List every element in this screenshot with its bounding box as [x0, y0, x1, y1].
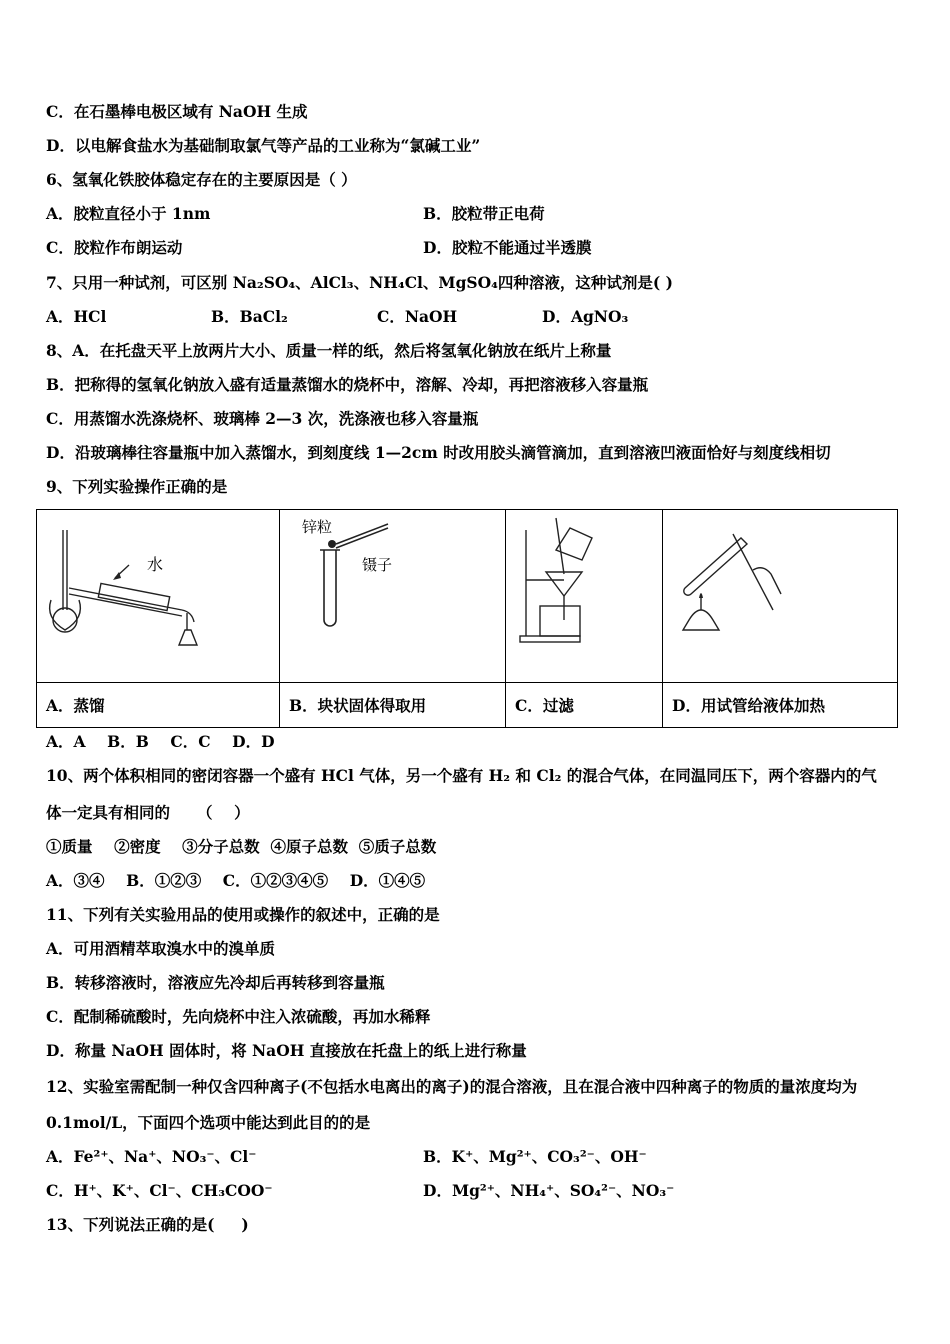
q11-option-b: B．转移溶液时，溶液应先冷却后再转移到容量瓶	[46, 973, 385, 992]
q6-option-d: D．胶粒不能通过半透膜	[423, 238, 592, 257]
q9-stem: 9、下列实验操作正确的是	[46, 477, 228, 496]
filtration-apparatus-icon	[506, 510, 662, 682]
q8-option-d: D．沿玻璃棒往容量瓶中加入蒸馏水，到刻度线 1—2cm 时改用胶头滴管滴加，直到溶液凹液面恰好与刻度线相切	[46, 443, 831, 462]
q10-stem-line1: 10、两个体积相同的密闭容器一个盛有 HCl 气体，另一个盛有 H₂ 和 Cl₂ 的混合气体，在同温同压下，两个容器内的气	[46, 766, 877, 785]
q8-option-c: C．用蒸馏水洗涤烧杯、玻璃棒 2—3 次，洗涤液也移入容量瓶	[46, 409, 479, 428]
q7-reagents: Na₂SO₄、AlCl₃、NH₄Cl、MgSO₄	[232, 273, 498, 292]
q7-stem-suffix: 四种溶液，这种试剂是( )	[497, 273, 673, 292]
label-water: 水	[147, 555, 164, 574]
q10-stem-line2: 体一定具有相同的 （ ）	[46, 803, 250, 822]
q7-option-c: C．NaOH	[377, 307, 458, 326]
q9-answer-options: A．A B．B C．C D．D	[46, 732, 275, 751]
q7-stem	[46, 273, 673, 293]
figure-filtration	[506, 510, 663, 683]
q8-option-b: B．把称得的氢氧化钠放入盛有适量蒸馏水的烧杯中，溶解、冷却，再把溶液移入容量瓶	[46, 375, 649, 394]
label-tweezers: 镊子	[362, 556, 393, 574]
test-tube-tweezers-icon	[280, 510, 505, 682]
q6-option-a: A．胶粒直径小于 1nm	[46, 204, 211, 223]
q11-option-a: A．可用酒精萃取溴水中的溴单质	[46, 939, 276, 958]
caption-a: A．蒸馏	[37, 683, 280, 728]
q11-option-d: D．称量 NaOH 固体时，将 NaOH 直接放在托盘上的纸上进行称量	[46, 1041, 527, 1060]
q9-figure-table	[36, 509, 898, 728]
q10-items: ①质量 ②密度 ③分子总数 ④原子总数 ⑤质子总数	[46, 837, 437, 856]
q13-stem: 13、下列说法正确的是( )	[46, 1215, 249, 1234]
q6-stem: 6、氢氧化铁胶体稳定存在的主要原因是（ ）	[46, 170, 357, 189]
q11-stem: 11、下列有关实验用品的使用或操作的叙述中，正确的是	[46, 905, 440, 924]
q12-option-a: A．Fe²⁺、Na⁺、NO₃⁻、Cl⁻	[46, 1147, 257, 1166]
q7-stem-prefix: 7、只用一种试剂，可区别	[46, 273, 233, 292]
distillation-apparatus-icon	[37, 510, 279, 682]
q7-option-a: A．HCl	[46, 307, 107, 326]
q6-options-row1	[46, 204, 545, 224]
q5-option-d: D．以电解食盐水为基础制取氯气等产品的工业称为“氯碱工业”	[46, 136, 481, 155]
q11-option-c: C．配制稀硫酸时，先向烧杯中注入浓硫酸，再加水稀释	[46, 1007, 431, 1026]
figure-solid-handling	[280, 510, 506, 683]
q7-option-b: B．BaCl₂	[211, 307, 288, 326]
caption-b: B．块状固体得取用	[280, 683, 506, 728]
q8-option-a: 8、A．在托盘天平上放两片大小、质量一样的纸，然后将氢氧化钠放在纸片上称量	[46, 341, 612, 360]
q6-option-c: C．胶粒作布朗运动	[46, 238, 183, 257]
q12-option-d: D．Mg²⁺、NH₄⁺、SO₄²⁻、NO₃⁻	[423, 1181, 675, 1200]
test-tube-heating-icon	[663, 510, 897, 682]
q12-stem-line1: 12、实验室需配制一种仅含四种离子(不包括水电离出的离子)的混合溶液，且在混合液中四种离子的物质的量浓度均为	[46, 1077, 858, 1096]
q5-option-c: C．在石墨棒电极区域有 NaOH 生成	[46, 102, 308, 121]
q7-option-d: D．AgNO₃	[542, 307, 629, 326]
q10-options: A．③④ B．①②③ C．①②③④⑤ D．①④⑤	[46, 871, 426, 890]
q6-option-b: B．胶粒带正电荷	[423, 204, 545, 223]
caption-c: C．过滤	[506, 683, 663, 728]
q12-option-b: B．K⁺、Mg²⁺、CO₃²⁻、OH⁻	[423, 1147, 647, 1166]
q12-options-row2	[46, 1181, 675, 1201]
caption-d: D．用试管给液体加热	[663, 683, 898, 728]
label-zinc: 锌粒	[302, 518, 333, 536]
figure-distillation	[37, 510, 280, 683]
figure-heating	[663, 510, 898, 683]
q12-stem-line2: 0.1mol/L，下面四个选项中能达到此目的的是	[46, 1113, 371, 1132]
q12-options-row1	[46, 1147, 647, 1167]
q12-option-c: C．H⁺、K⁺、Cl⁻、CH₃COO⁻	[46, 1181, 273, 1200]
q6-options-row2	[46, 238, 592, 258]
